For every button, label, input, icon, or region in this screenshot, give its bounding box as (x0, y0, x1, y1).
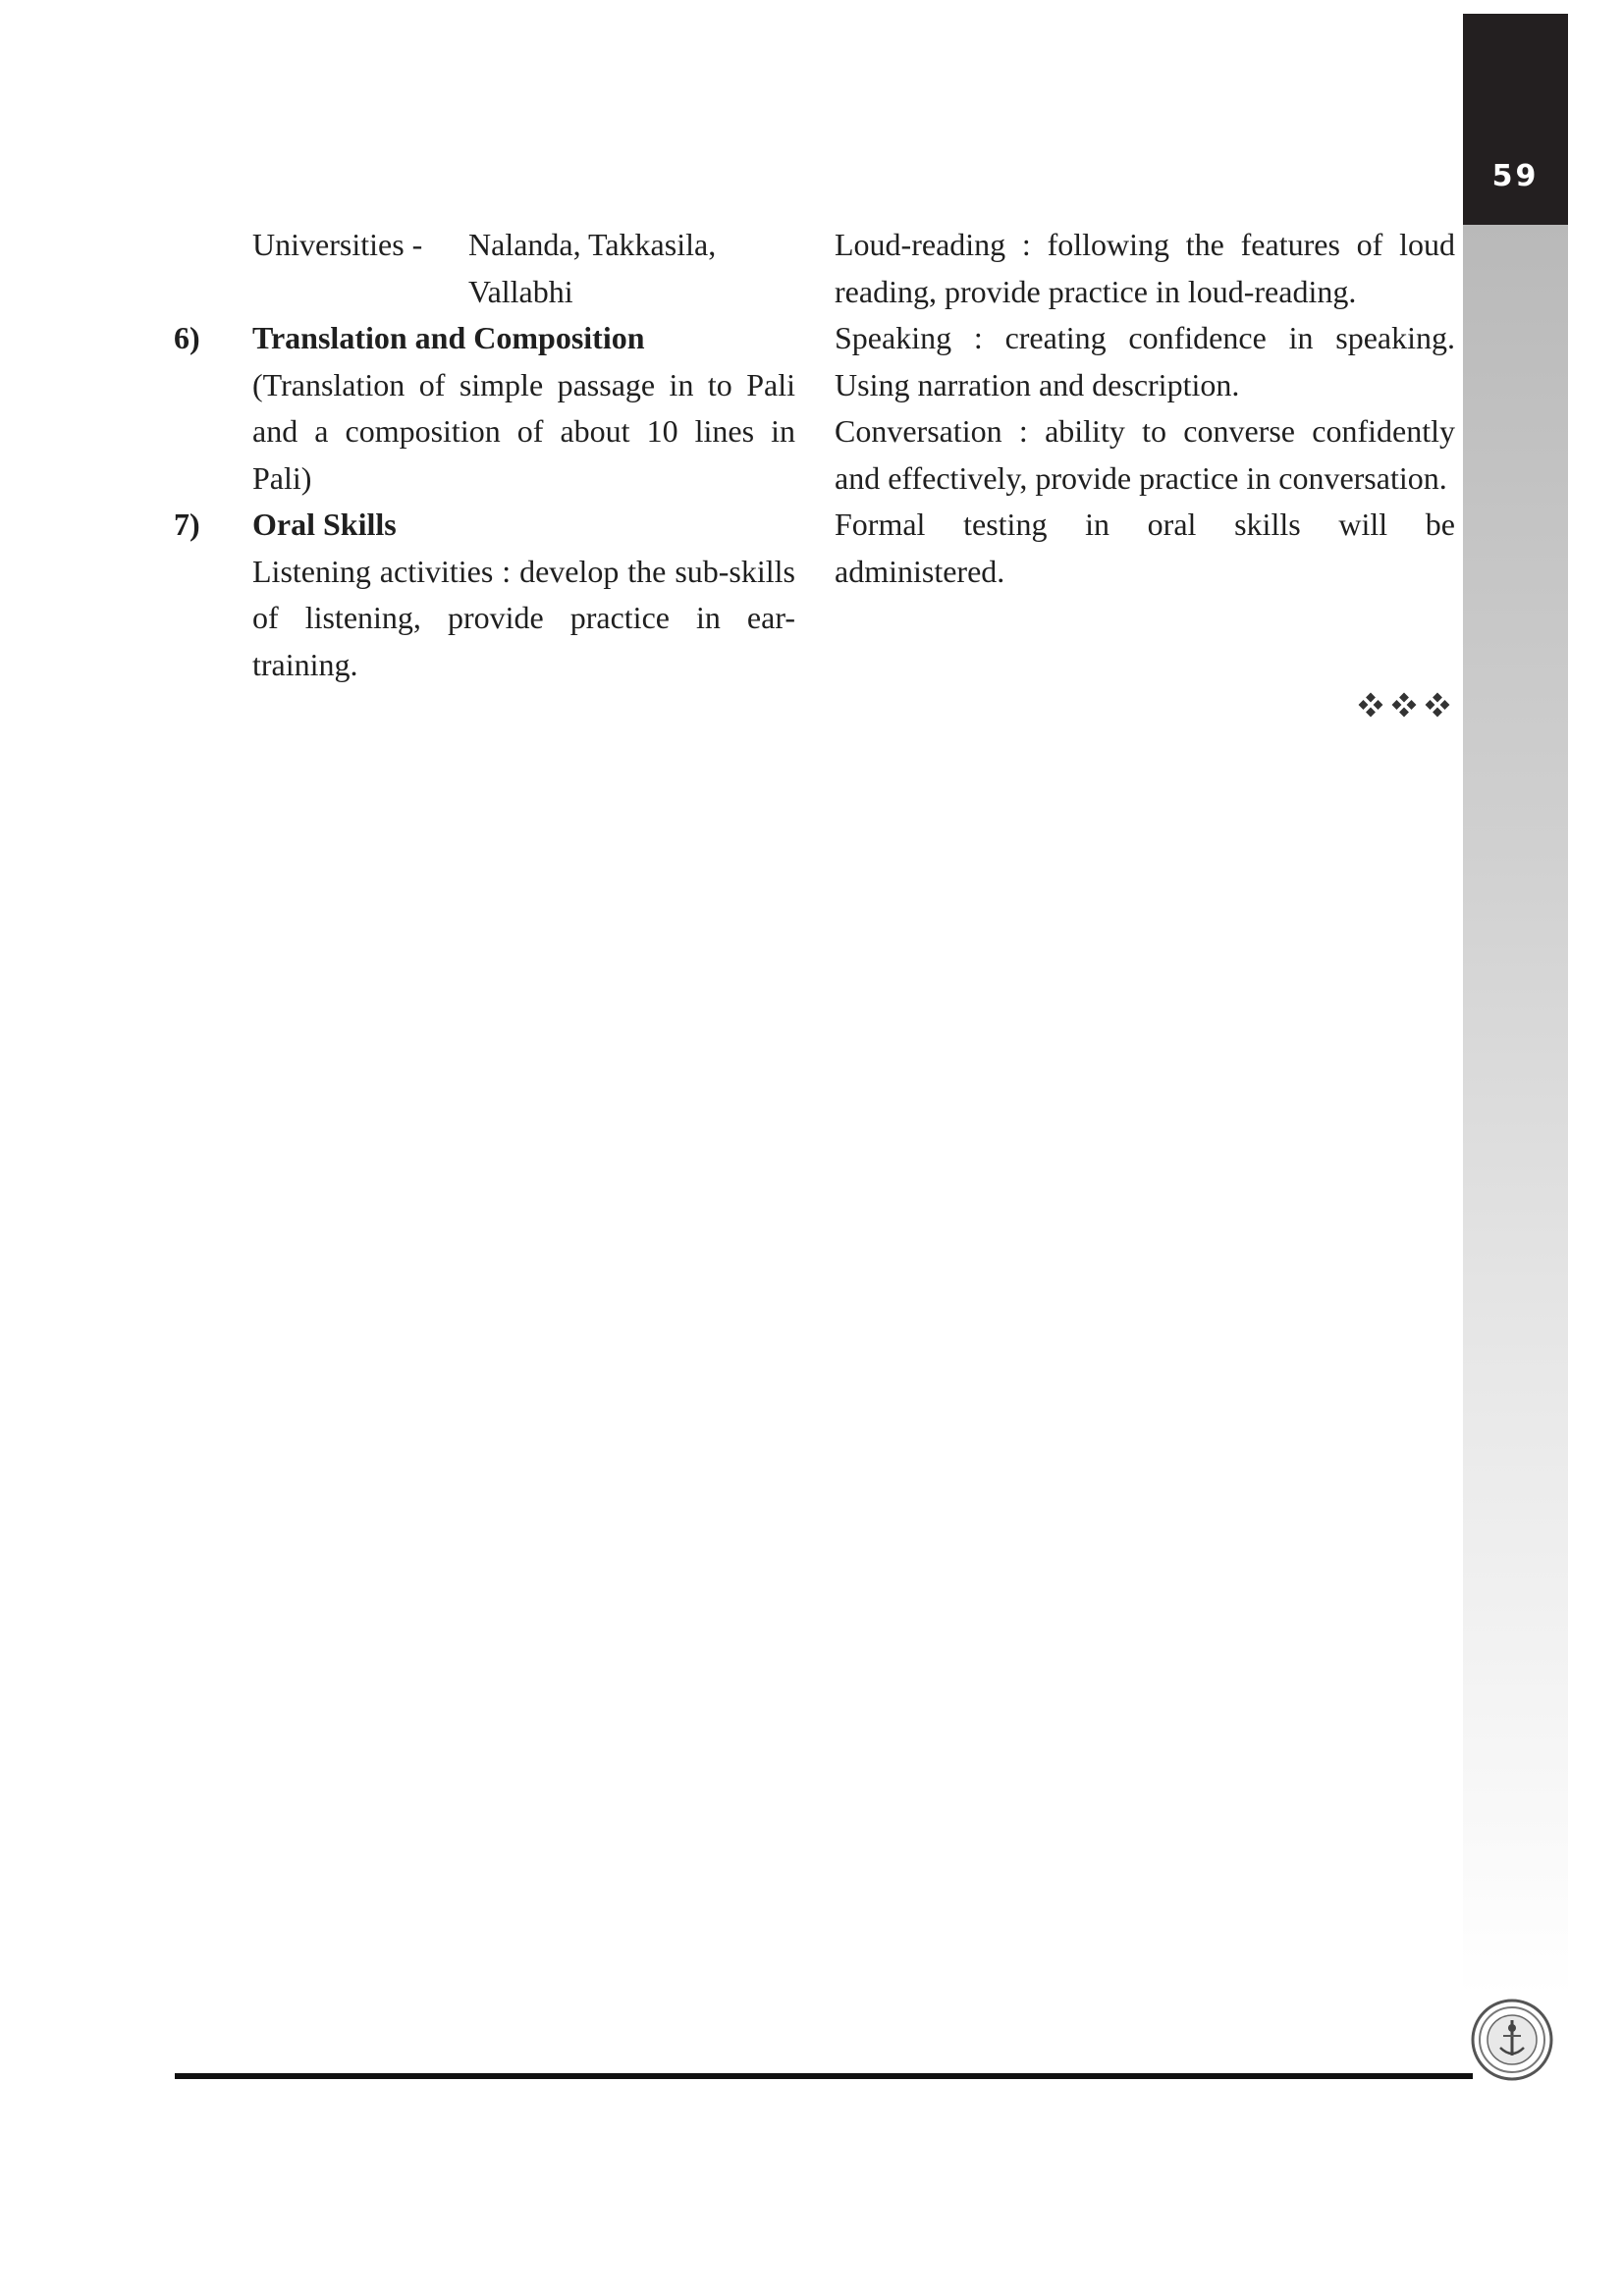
paragraph-formal-testing-line: Formal testing in oral skills will be (835, 507, 1455, 542)
side-tab-strip (1463, 14, 1568, 1997)
side-gradient-band (1463, 225, 1568, 1997)
ornament-diamonds-icon (1355, 685, 1453, 724)
universities-list (468, 222, 795, 315)
universities-line: Nalanda, Takkasila, (468, 227, 717, 262)
left-column (174, 222, 795, 688)
bottom-rule (175, 2073, 1473, 2079)
paragraph-loud-reading: Loud-reading : following the features of loud reading, provide practice in loud-reading. (835, 227, 1455, 309)
section-number: 6) (174, 320, 200, 355)
section-heading: Oral Skills (252, 507, 397, 542)
section-number: 7) (174, 507, 200, 542)
page-number: 59 (1491, 159, 1540, 193)
section-heading: Translation and Composition (252, 320, 645, 355)
section-body: (Translation of simple passage in to Pali and a composition of about 10 lines in Pali) (252, 366, 795, 496)
seal-emblem-icon (1471, 1999, 1553, 2081)
paragraph-conversation: Conversation : ability to converse confidently and effectively, provide practice in conversation. (835, 413, 1455, 496)
page-number-tab (1463, 14, 1568, 225)
universities-line: Vallabhi (468, 273, 573, 309)
section-translation-composition (174, 315, 795, 502)
section-body: Listening activities : develop the sub-skills of listening, provide practice in ear-training. (252, 553, 795, 682)
section-oral-skills (174, 502, 795, 688)
paragraph-speaking: Speaking : creating confidence in speaking. Using narration and description. (835, 320, 1455, 402)
right-column (835, 222, 1455, 595)
universities-label: Universities - (252, 227, 423, 262)
paragraph-formal-testing-end: administered. (835, 553, 1005, 589)
universities-row (252, 222, 795, 315)
